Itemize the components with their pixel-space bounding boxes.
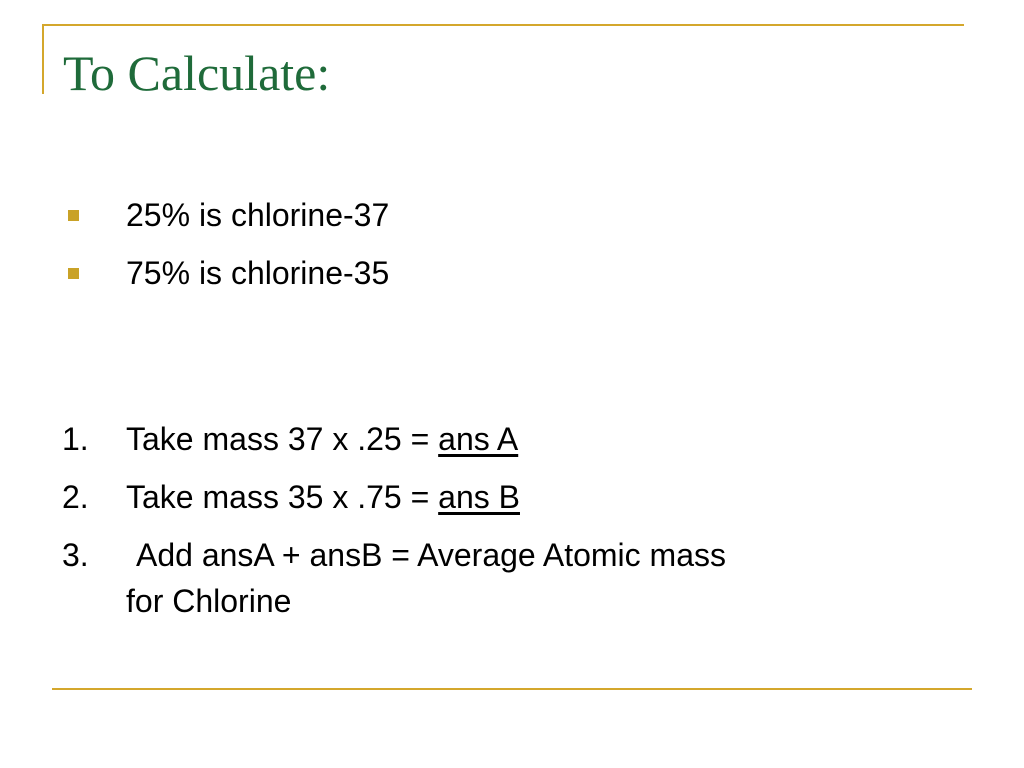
step-item-2 [62,472,946,522]
step-number: 2. [62,479,89,515]
step-line-2: for Chlorine [126,583,292,619]
step-text [126,530,946,622]
step-answer: ans A [438,421,519,457]
step-line-1: Add ansA + ansB = Average Atomic mass [136,537,726,573]
left-rule [42,24,44,94]
step-number: 3. [62,537,89,573]
steps-list [62,414,946,630]
step-answer: ans B [438,479,520,515]
slide-title: To Calculate: [63,45,331,101]
step-instruction: Take mass 35 x .75 = [126,479,439,515]
bullet-text: 75% is chlorine-35 [126,255,390,291]
bullet-text: 25% is chlorine-37 [126,197,390,233]
bottom-rule [52,688,972,690]
top-rule [42,24,964,26]
square-bullet-icon [68,268,79,279]
step-instruction: Take mass 37 x .25 = [126,421,439,457]
step-text [126,414,946,464]
step-item-1 [62,414,946,464]
step-number: 1. [62,421,89,457]
step-item-3 [62,530,946,622]
square-bullet-icon [68,210,79,221]
step-text [126,472,946,522]
